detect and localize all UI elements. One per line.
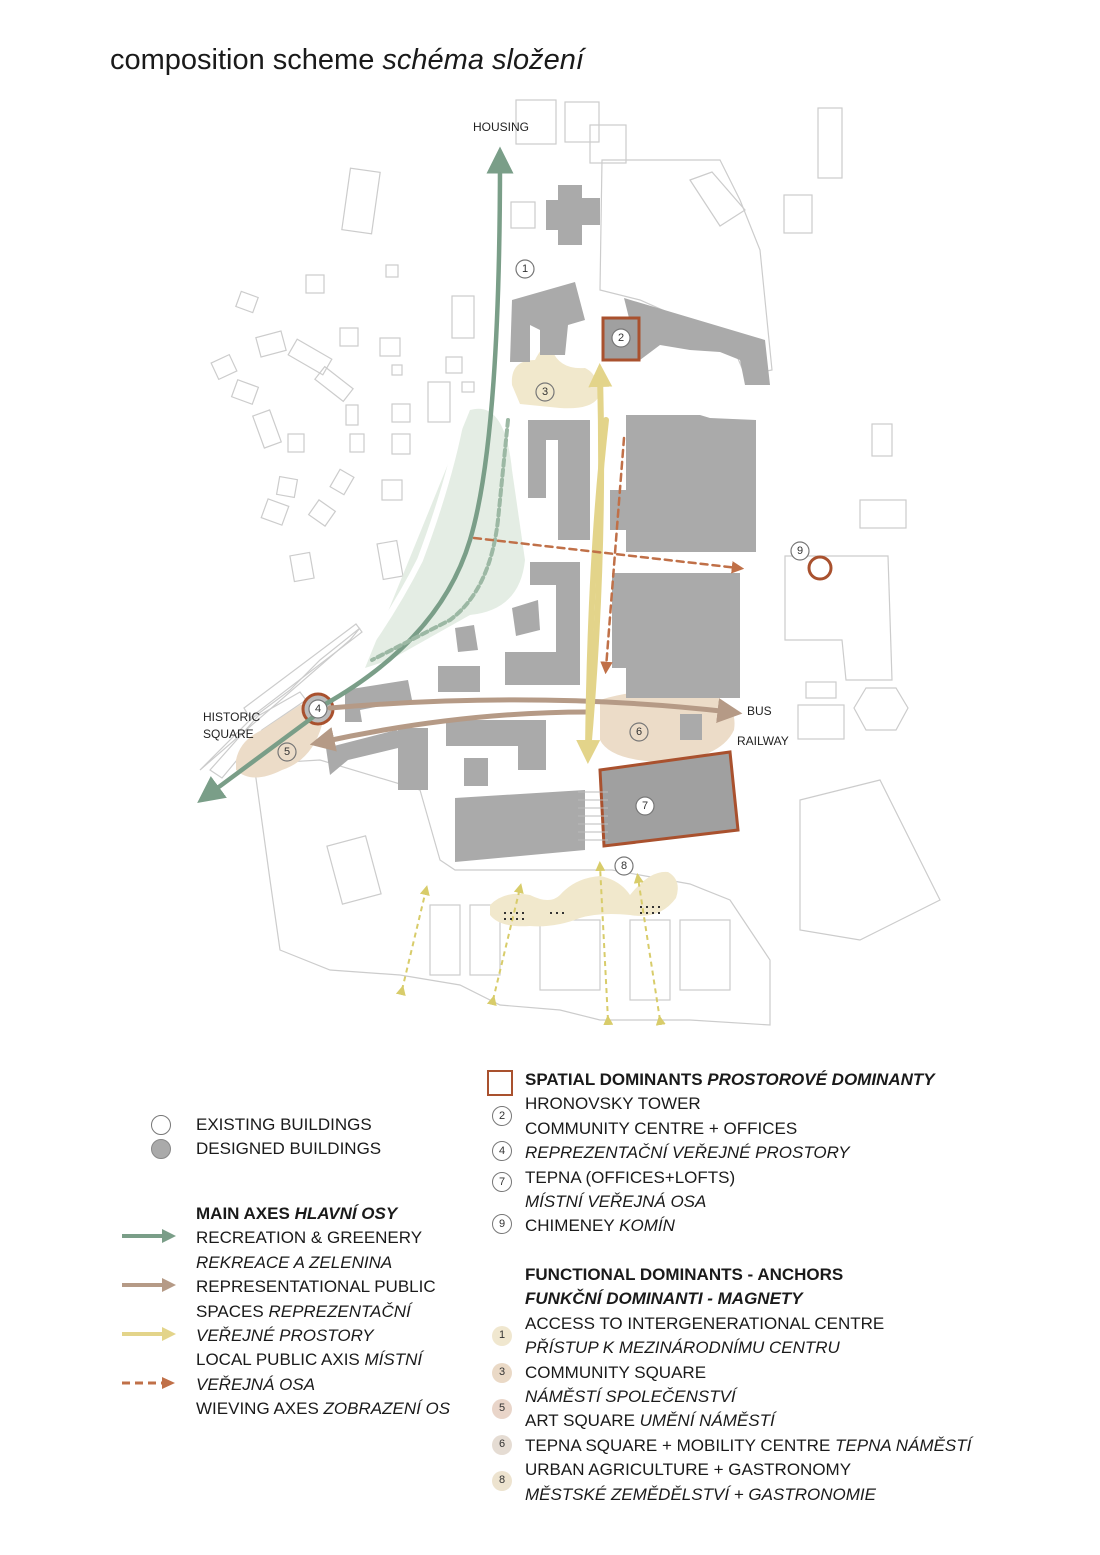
- marker-1: 1: [521, 263, 529, 275]
- legend-badge-3: 3: [492, 1363, 512, 1383]
- functional-item-4: NÁMĚSTÍ SPOLEČENSTVÍ: [525, 1386, 736, 1406]
- axis-local-cz: MÍSTNÍ: [364, 1350, 423, 1370]
- spatial-item-5: MÍSTNÍ VEŘEJNÁ OSA: [525, 1191, 707, 1211]
- axis-recreation: RECREATION & GREENERY: [196, 1228, 423, 1248]
- spatial-item-2: COMMUNITY CENTRE + OFFICES: [525, 1118, 798, 1138]
- railway-label: RAILWAY: [737, 734, 789, 748]
- axis-recreation-cz: REKREACE A ZELENINA: [196, 1252, 393, 1272]
- housing-label: HOUSING: [473, 120, 530, 134]
- spatial-heading: SPATIAL DOMINANTS: [525, 1070, 703, 1089]
- designed-buildings-label: DESIGNED BUILDINGS: [196, 1139, 382, 1158]
- dominant-frame-7: [600, 752, 738, 846]
- axis-representational: REPRESENTATIONAL PUBLIC: [196, 1277, 436, 1297]
- yellow-arrow-icon: [162, 1327, 176, 1341]
- spatial-item-1: HRONOVSKY TOWER: [525, 1094, 701, 1114]
- marker-5: 5: [283, 746, 291, 758]
- green-zone: [365, 409, 525, 668]
- existing-buildings-label: EXISTING BUILDINGS: [196, 1115, 372, 1134]
- axis-representational-cz-2: VEŘEJNÉ PROSTORY: [196, 1325, 374, 1345]
- spatial-item-4: TEPNA (OFFICES+LOFTS): [525, 1167, 736, 1187]
- designed-building-swatch: [151, 1139, 171, 1159]
- axis-representational-2: SPACES: [196, 1301, 264, 1321]
- marker-6: 6: [635, 726, 643, 738]
- marker-7: 7: [641, 800, 649, 812]
- marker-4: 4: [314, 703, 322, 715]
- functional-item-5: ART SQUARE: [525, 1411, 635, 1431]
- axes-heading-italic: HLAVNÍ OSY: [294, 1204, 398, 1223]
- functional-item-1: ACCESS TO INTERGENERATIONAL CENTRE: [525, 1313, 885, 1333]
- legend-functional: [525, 1263, 971, 1507]
- historic-square-label: HISTORIC: [203, 710, 261, 724]
- legend-badge-4: 4: [492, 1141, 512, 1161]
- legend-badge-7: 7: [492, 1172, 512, 1192]
- functional-item-7: URBAN AGRICULTURE + GASTRONOMY: [525, 1460, 852, 1480]
- viewing-axis: [402, 890, 426, 990]
- axis-local-cz-2: VEŘEJNÁ OSA: [196, 1374, 316, 1394]
- spatial-item-3: REPREZENTAČNÍ VEŘEJNÉ PROSTORY: [525, 1143, 850, 1163]
- green-arrow-icon: [162, 1229, 176, 1243]
- legend-badge-1: 1: [492, 1326, 512, 1346]
- title-main: composition scheme: [110, 44, 375, 76]
- axis-viewing: WIEVING AXES: [196, 1399, 319, 1419]
- functional-item-3: COMMUNITY SQUARE: [525, 1362, 707, 1382]
- functional-item-2: PŘÍSTUP K MEZINÁRODNÍMU CENTRU: [525, 1338, 840, 1358]
- axes-heading: MAIN AXES: [196, 1204, 290, 1223]
- marker-3: 3: [541, 386, 549, 398]
- functional-item-5-cz: UMĚNÍ NÁMĚSTÍ: [639, 1411, 775, 1431]
- legend-badge-5: 5: [492, 1399, 512, 1419]
- legend-badge-6: 6: [492, 1435, 512, 1455]
- functional-item-6-cz: TEPNA NÁMĚSTÍ: [835, 1435, 972, 1455]
- legend-badge-8: 8: [492, 1471, 512, 1491]
- functional-heading: FUNCTIONAL DOMINANTS - ANCHORS: [525, 1265, 844, 1284]
- functional-item-8: MĚSTSKÉ ZEMĚDĚLSTVÍ + GASTRONOMIE: [525, 1484, 876, 1504]
- marker-2: 2: [617, 332, 625, 344]
- axis-viewing-cz: ZOBRAZENÍ OS: [323, 1399, 451, 1419]
- dominant-square-swatch: [487, 1070, 513, 1096]
- spatial-heading-italic: PROSTOROVÉ DOMINANTY: [707, 1070, 935, 1089]
- historic-square-label-2: SQUARE: [203, 727, 254, 741]
- legend-spatial: [525, 1068, 935, 1239]
- dominant-frame-9: [809, 557, 831, 579]
- axis-representational-cz: REPREZENTAČNÍ: [268, 1301, 411, 1321]
- functional-item-6: TEPNA SQUARE + MOBILITY CENTRE: [525, 1435, 831, 1455]
- legend-axis-arrows: [118, 1225, 182, 1395]
- bus-label: BUS: [747, 704, 772, 718]
- legend-axes: [196, 1202, 450, 1422]
- functional-heading-cz: FUNKČNÍ DOMINANTI - MAGNETY: [525, 1289, 803, 1309]
- spatial-item-6-cz: KOMÍN: [619, 1216, 675, 1236]
- marker-9: 9: [796, 545, 804, 557]
- marker-8: 8: [620, 860, 628, 872]
- brown-arrow-icon: [162, 1278, 176, 1292]
- legend-badge-9: 9: [492, 1214, 512, 1234]
- axis-local: LOCAL PUBLIC AXIS: [196, 1350, 360, 1370]
- title-italic: schéma složení: [382, 44, 584, 76]
- legend-badge-2: 2: [492, 1106, 512, 1126]
- existing-building-swatch: [151, 1115, 171, 1135]
- spatial-item-6: CHIMENEY: [525, 1216, 615, 1236]
- orange-dashed-arrow-icon: [162, 1377, 175, 1389]
